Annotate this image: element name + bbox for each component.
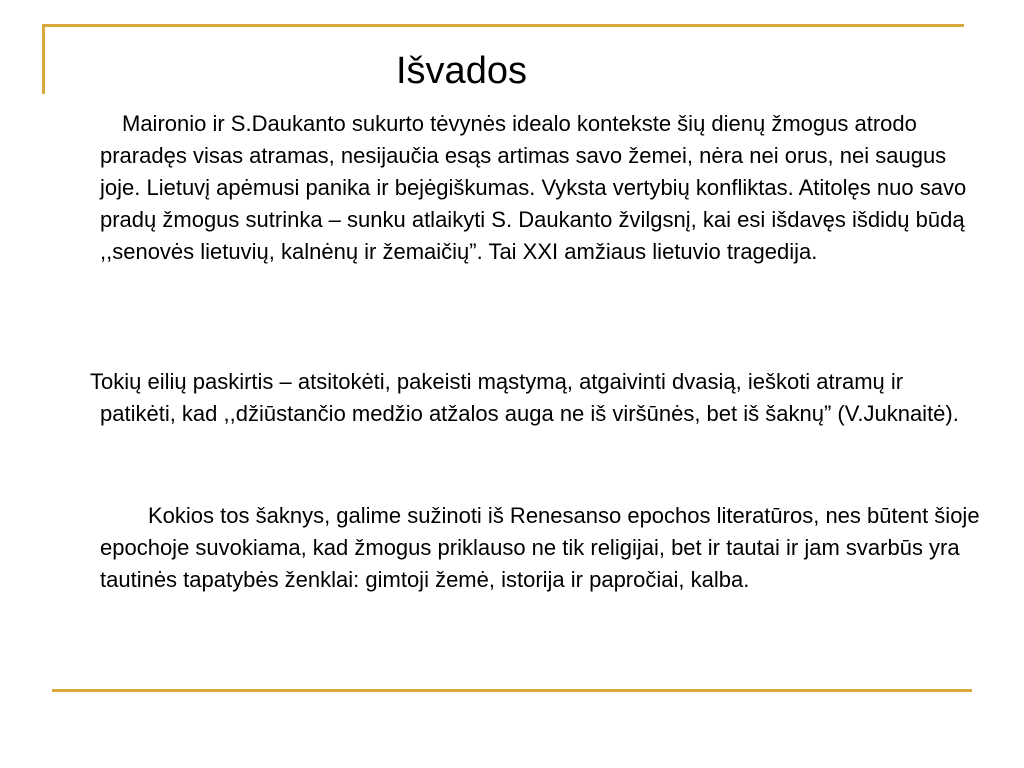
paragraph-conclusion: Maironio ir S.Daukanto sukurto tėvynės idealo kontekste šių dienų žmogus atrodo praradęs visas atramas, nesijaučia esąs artimas savo žemei, nėra nei orus, nei saugus joje. Lietuvį apėmusi panika ir bejėgiškumas. Vyksta vertybių konfliktas. Atitolęs nuo savo pradų žmogus sutrinka – sunku atlaikyti S. Daukanto žvilgsnį, kai esi išdavęs išdidų būdą ,,senovės lietuvių, kalnėnų ir žemaičių”. Tai XXI amžiaus lietuvio tragedija. [100,111,967,264]
paragraph-purpose: Tokių eilių paskirtis – atsitokėti, pakeisti mąstymą, atgaivinti dvasią, ieškoti atramų ir patikėti, kad ,,džiūstančio medžio atžalos auga ne iš viršūnės, bet iš šaknų” (V.Juknaitė). [90,369,959,426]
paragraph-roots: Kokios tos šaknys, galime sužinoti iš Renesanso epochos literatūros, nes būtent šioje epochoje suvokiama, kad žmogus priklauso ne tik religijai, bet ir tautai ir jam svarbūs yra tautinės tapatybės ženklai: gimtoji žemė, istorija ir papročiai, kalba. [100,503,980,592]
left-border-line [42,24,45,94]
bottom-border-line [52,689,972,692]
top-border-line [42,24,964,27]
slide-title: Išvados [396,50,527,92]
